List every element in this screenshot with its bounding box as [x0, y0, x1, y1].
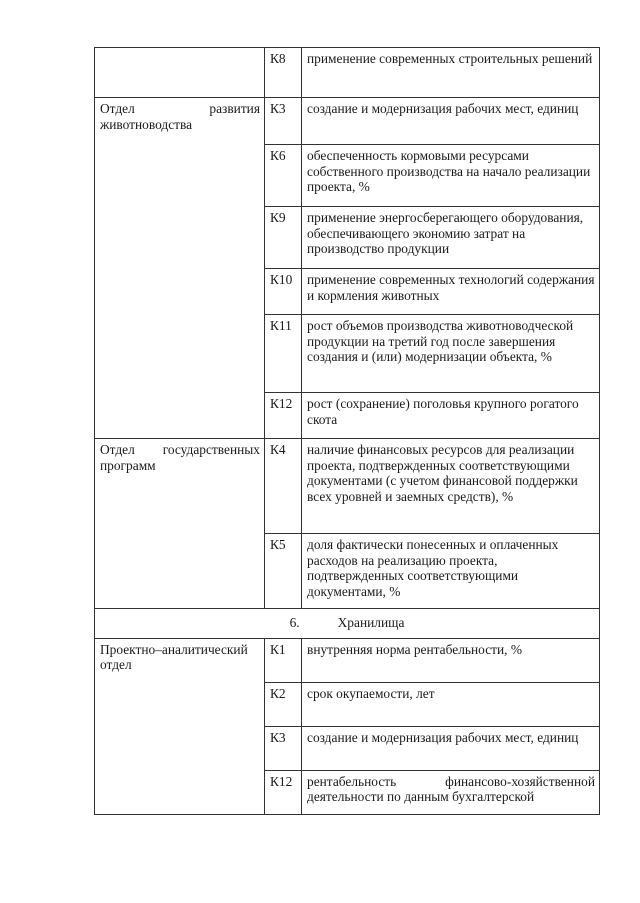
criterion-description: создание и модернизация рабочих мест, единиц — [302, 726, 600, 770]
criterion-description: рост (сохранение) поголовья крупного рогатого скота — [302, 393, 600, 439]
department-cell — [95, 48, 265, 98]
criterion-description: рентабельность финансово-хозяйственной деятельности по данным бухгалтерской — [302, 770, 600, 814]
criterion-code: К12 — [265, 393, 302, 439]
criterion-code: К9 — [265, 207, 302, 269]
criterion-description: обеспеченность кормовыми ресурсами собственного производства на начало реализации проекта, % — [302, 145, 600, 207]
criterion-description: создание и модернизация рабочих мест, единиц — [302, 98, 600, 145]
criterion-code: К5 — [265, 534, 302, 609]
section-number: 6. — [289, 615, 300, 630]
criterion-code: К1 — [265, 638, 302, 682]
table-row — [95, 48, 600, 98]
criterion-code: К3 — [265, 726, 302, 770]
criterion-code: К10 — [265, 269, 302, 315]
criterion-code: К11 — [265, 315, 302, 393]
department-name: Отдел государственных программ — [100, 442, 260, 473]
criterion-description: применение современных технологий содержания и кормления животных — [302, 269, 600, 315]
criterion-code: К8 — [265, 48, 302, 98]
department-name: Отдел развития животноводства — [100, 101, 260, 132]
criterion-code: К12 — [265, 770, 302, 814]
department-name: Проектно–аналитический отдел — [100, 641, 248, 673]
criteria-table-body — [95, 48, 600, 815]
section-header-row — [95, 609, 600, 639]
department-cell — [95, 638, 265, 814]
criterion-description: рост объемов производства животноводческой продукции на третий год после завершения создания и (или) модернизации объекта, % — [302, 315, 600, 393]
criterion-description: внутренняя норма рентабельности, % — [302, 638, 600, 682]
criterion-code: К6 — [265, 145, 302, 207]
criterion-description: срок окупаемости, лет — [302, 682, 600, 726]
department-cell — [95, 98, 265, 439]
table-row — [95, 638, 600, 682]
department-cell — [95, 439, 265, 609]
criterion-code: К4 — [265, 439, 302, 534]
criterion-description: доля фактически понесенных и оплаченных расходов на реализацию проекта, подтвержденных соответствующими документами, % — [302, 534, 600, 609]
criterion-code: К3 — [265, 98, 302, 145]
criterion-description: применение современных строительных решений — [302, 48, 600, 98]
criterion-description: наличие финансовых ресурсов для реализации проекта, подтвержденных соответствующими документами (с учетом финансовой поддержки всех уровней и заемных средств), % — [302, 439, 600, 534]
criteria-table — [94, 47, 600, 815]
table-row — [95, 98, 600, 145]
section-header — [95, 609, 600, 639]
criterion-description: применение энергосберегающего оборудования, обеспечивающего экономию затрат на производство продукции — [302, 207, 600, 269]
section-title: Хранилища — [337, 615, 405, 630]
table-row — [95, 439, 600, 534]
criterion-code: К2 — [265, 682, 302, 726]
